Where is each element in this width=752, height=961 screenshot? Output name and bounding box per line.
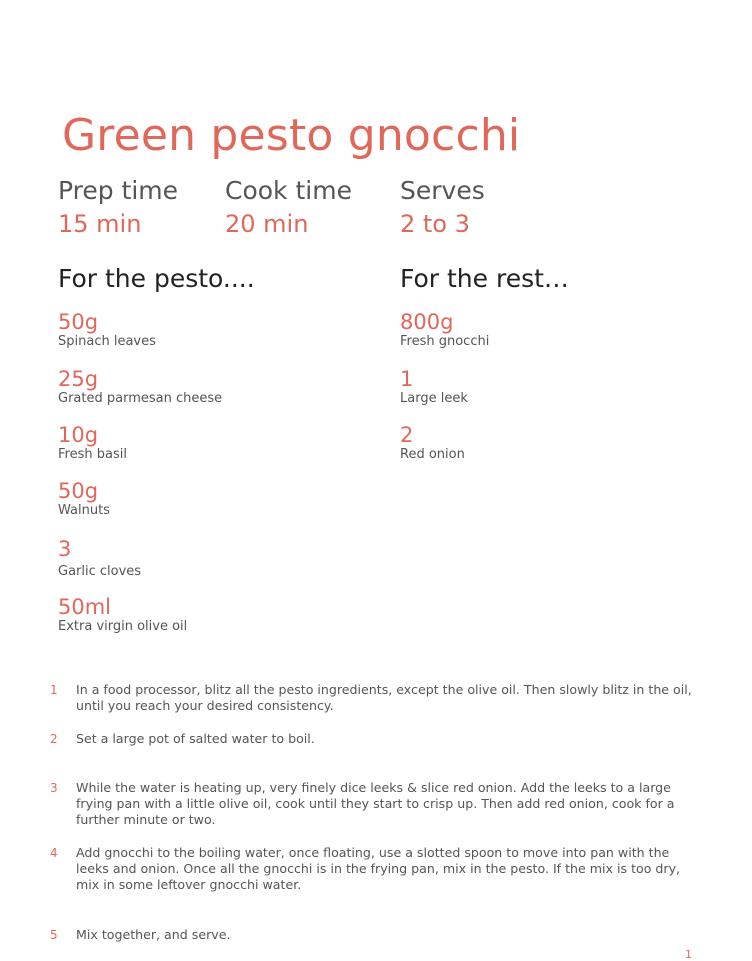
recipe-title: Green pesto gnocchi (62, 110, 521, 161)
step-number: 2 (50, 732, 58, 746)
step-text: While the water is heating up, very finely dice leeks & slice red onion. Add the leeks to a large frying pan with a little olive oil, cook until they start to crisp up. Then add red onion, cook for a further minute or two. (76, 780, 675, 827)
step-text: Set a large pot of salted water to boil. (76, 731, 315, 746)
ingredient-quantity: 25g (58, 367, 99, 391)
ingredient-quantity: 3 (58, 537, 72, 561)
ingredient-name: Garlic cloves (58, 564, 142, 579)
ingredient-name: Fresh basil (58, 447, 127, 462)
ingredient-item (58, 367, 222, 407)
ingredient-name: Walnuts (58, 503, 110, 518)
ingredient-name: Extra virgin olive oil (58, 619, 188, 634)
ingredient-item (58, 423, 127, 463)
cook-time-label: Cook time (225, 176, 352, 205)
serves-label: Serves (400, 176, 485, 205)
step-text: Mix together, and serve. (76, 927, 231, 942)
step-number: 1 (50, 683, 58, 697)
ingredient-quantity: 50ml (58, 595, 112, 619)
ingredient-quantity: 50g (58, 310, 99, 334)
ingredient-item (58, 310, 156, 350)
step-number: 5 (50, 928, 58, 942)
page-number: 1 (685, 948, 692, 961)
ingredient-quantity: 800g (400, 310, 454, 334)
step-number: 3 (50, 781, 58, 795)
ingredient-name: Fresh gnocchi (400, 334, 490, 349)
ingredient-name: Grated parmesan cheese (58, 391, 223, 406)
ingredient-name: Red onion (400, 447, 465, 462)
serves-value: 2 to 3 (400, 210, 470, 238)
prep-time-label: Prep time (58, 176, 179, 205)
ingredient-quantity: 2 (400, 423, 414, 447)
step-number: 4 (50, 846, 58, 860)
ingredient-quantity: 10g (58, 423, 99, 447)
cook-time-value: 20 min (225, 210, 309, 238)
ingredient-name: Spinach leaves (58, 334, 156, 349)
ingredient-item (58, 479, 110, 519)
ingredient-item (400, 310, 489, 350)
step-text: In a food processor, blitz all the pesto ingredients, except the olive oil. Then slowly blitz in the oil, until you reach your desired consistency. (76, 682, 692, 713)
ingredient-name: Large leek (400, 391, 468, 406)
ingredient-item (400, 423, 465, 463)
ingredient-quantity: 1 (400, 367, 414, 391)
ingredient-item (58, 537, 141, 580)
ingredient-item (400, 367, 468, 407)
rest-heading: For the rest… (400, 264, 569, 293)
ingredient-item (58, 595, 187, 635)
pesto-heading: For the pesto.... (58, 264, 255, 293)
step-text: Add gnocchi to the boiling water, once floating, use a slotted spoon to move into pan with the leeks and onion. Once all the gnocchi is in the frying pan, mix in the pesto. If the mix is too dry, mix in some leftover gnocchi water. (76, 845, 681, 892)
prep-time-value: 15 min (58, 210, 142, 238)
ingredient-quantity: 50g (58, 479, 99, 503)
